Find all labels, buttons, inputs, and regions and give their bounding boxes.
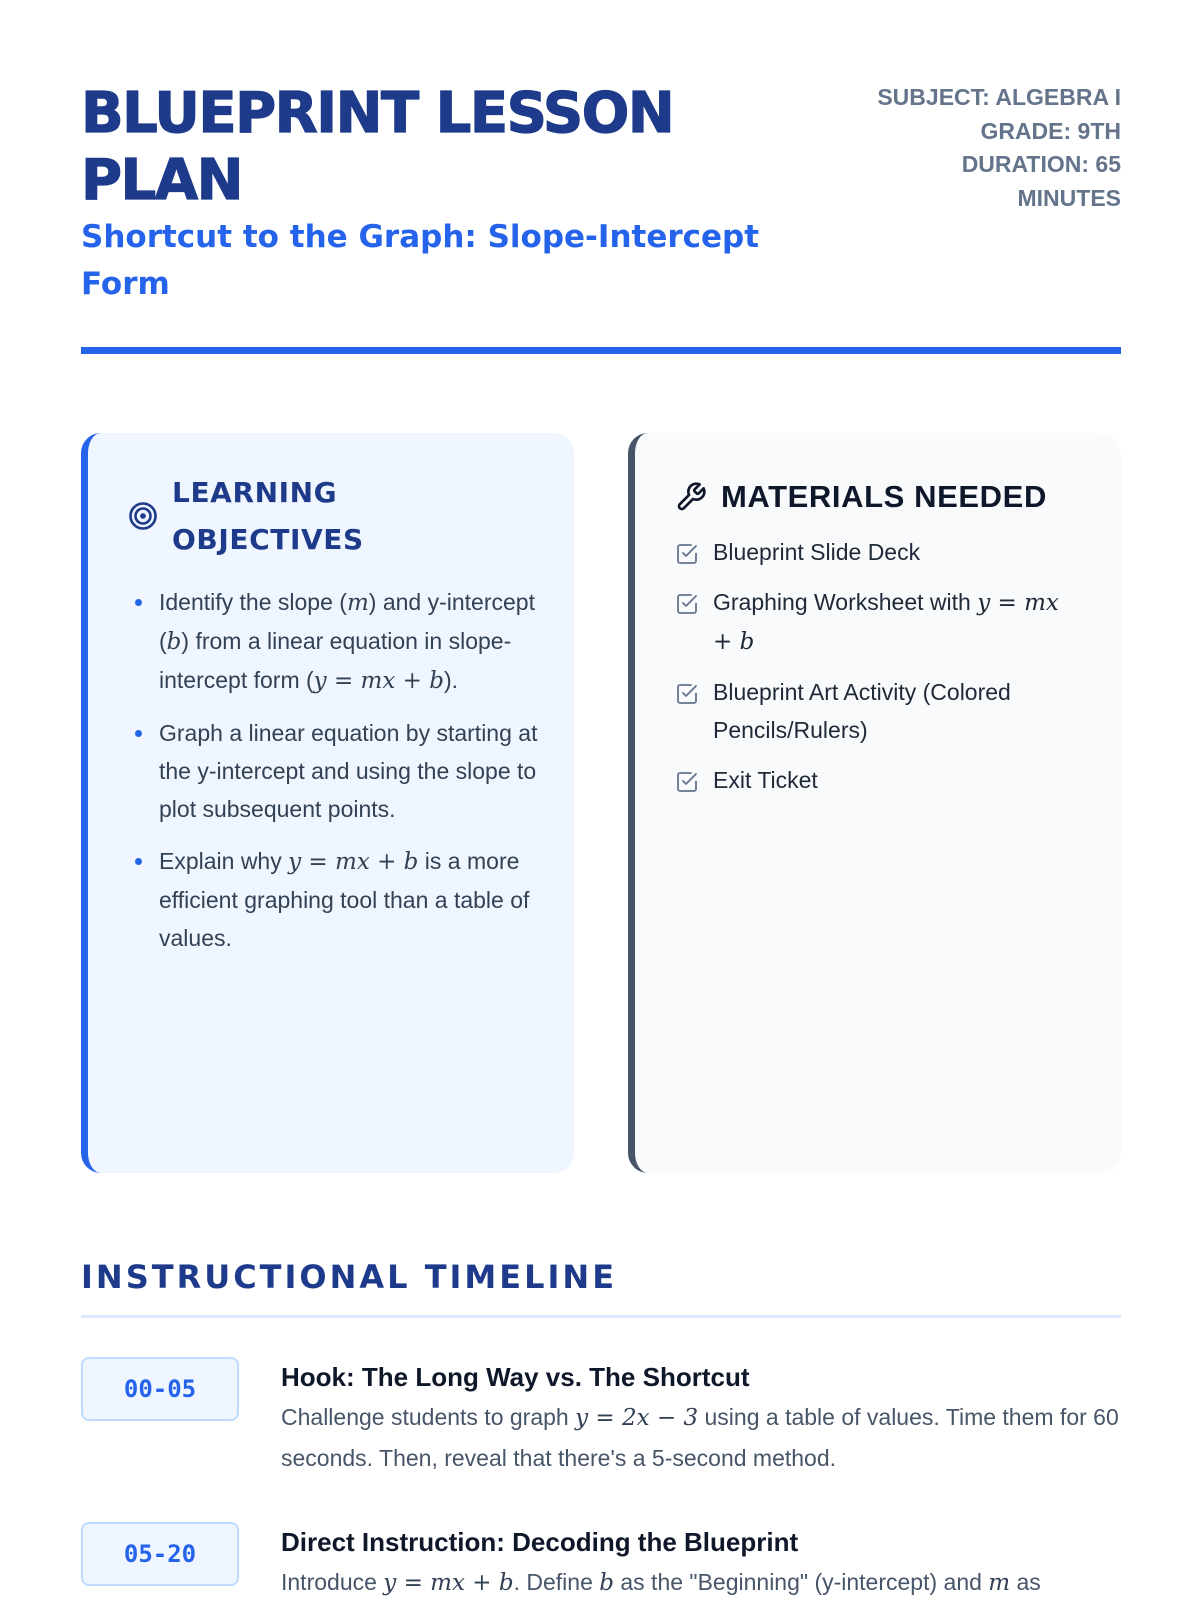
material-item (675, 533, 1085, 571)
text-run: Exit Ticket (713, 767, 818, 793)
text-run: Explain why (159, 848, 289, 874)
math-expression: y = 2x − 3 (575, 1405, 699, 1431)
material-label (713, 761, 818, 799)
text-run: ). (443, 667, 459, 693)
checkbox-icon (675, 589, 699, 613)
math-expression: y = mx + b (313, 668, 444, 694)
material-label (713, 533, 920, 571)
meta-duration: DURATION: 65 MINUTES (961, 151, 1121, 211)
materials-card (628, 433, 1121, 1173)
timeline-title: INSTRUCTIONAL TIMELINE (81, 1258, 618, 1296)
math-expression: b (166, 629, 182, 655)
time-badge: 05-20 (81, 1522, 239, 1586)
learning-objectives-card (81, 433, 574, 1173)
objectives-title: LEARNING OBJECTIVES (172, 476, 364, 556)
text-run: Challenge students to graph (281, 1404, 576, 1430)
objective-item (128, 583, 548, 700)
checkbox-icon (675, 679, 699, 703)
material-item (675, 583, 1085, 661)
text-run: . Define (513, 1569, 600, 1595)
meta-subject: SUBJECT: ALGEBRA I (877, 84, 1121, 110)
wrench-icon (675, 481, 707, 513)
text-run: using a table of values. Time them for 60 seconds. Then, reveal that there's a 5-second method. (281, 1404, 1119, 1471)
math-expression: b (599, 1570, 614, 1596)
text-run: Blueprint Slide Deck (713, 539, 921, 565)
page-title: BLUEPRINT LESSON PLAN (81, 81, 674, 213)
objective-item: Graph a linear equation by starting at the y-intercept and using the slope to plot subsequent points. (128, 714, 548, 828)
text-run: ) and y-intercept ( (159, 589, 535, 654)
material-item (675, 673, 1085, 749)
checkbox-icon (675, 767, 699, 791)
meta-grade: GRADE: 9TH (980, 117, 1121, 144)
timeline-body (281, 1357, 1119, 1478)
text-run: Introduce (281, 1569, 384, 1595)
text-run: Blueprint Art Activity (Colored Pencils/Rulers) (713, 679, 1011, 743)
math-expression: y = mx + b (383, 1570, 514, 1596)
materials-header (675, 473, 1095, 520)
text-run: Identify the slope ( (159, 589, 347, 615)
timeline-heading: Hook: The Long Way vs. The Shortcut (281, 1362, 750, 1392)
materials-title: MATERIALS NEEDED (721, 479, 1047, 514)
objective-item (128, 842, 548, 957)
page-subtitle: Shortcut to the Graph: Slope-Intercept Form (81, 219, 760, 302)
material-item (675, 761, 1085, 799)
material-label (713, 583, 1085, 661)
time-badge: 00-05 (81, 1357, 239, 1421)
materials-list (675, 533, 1085, 811)
text-run: as the "Beginning" (y-intercept) and (613, 1569, 989, 1595)
cards-row (81, 433, 1121, 1173)
math-expression: y = mx + b (713, 590, 1059, 655)
text-run: Graphing Worksheet with (713, 589, 978, 615)
timeline-body (281, 1522, 1119, 1603)
text-run: as (1010, 1569, 1041, 1595)
math-expression: m (346, 590, 369, 616)
text-run: is a more efficient graphing tool than a table of values. (159, 848, 530, 951)
lesson-meta (861, 81, 1121, 215)
target-icon (128, 501, 158, 531)
timeline-divider (81, 1315, 1121, 1318)
lesson-plan-page (81, 0, 1121, 1596)
timeline-heading: Direct Instruction: Decoding the Blueprint (281, 1527, 799, 1557)
header-divider (81, 347, 1121, 354)
header (81, 0, 1121, 360)
objectives-header (128, 469, 528, 563)
timeline-description (281, 1562, 1119, 1603)
math-expression: m (988, 1570, 1011, 1596)
checkbox-icon (675, 539, 699, 563)
math-expression: y = mx + b (288, 849, 419, 875)
material-label (713, 673, 1085, 749)
timeline-description (281, 1397, 1119, 1478)
text-run: ) from a linear equation in slope-intercept form ( (159, 628, 512, 693)
objectives-list (128, 583, 548, 971)
